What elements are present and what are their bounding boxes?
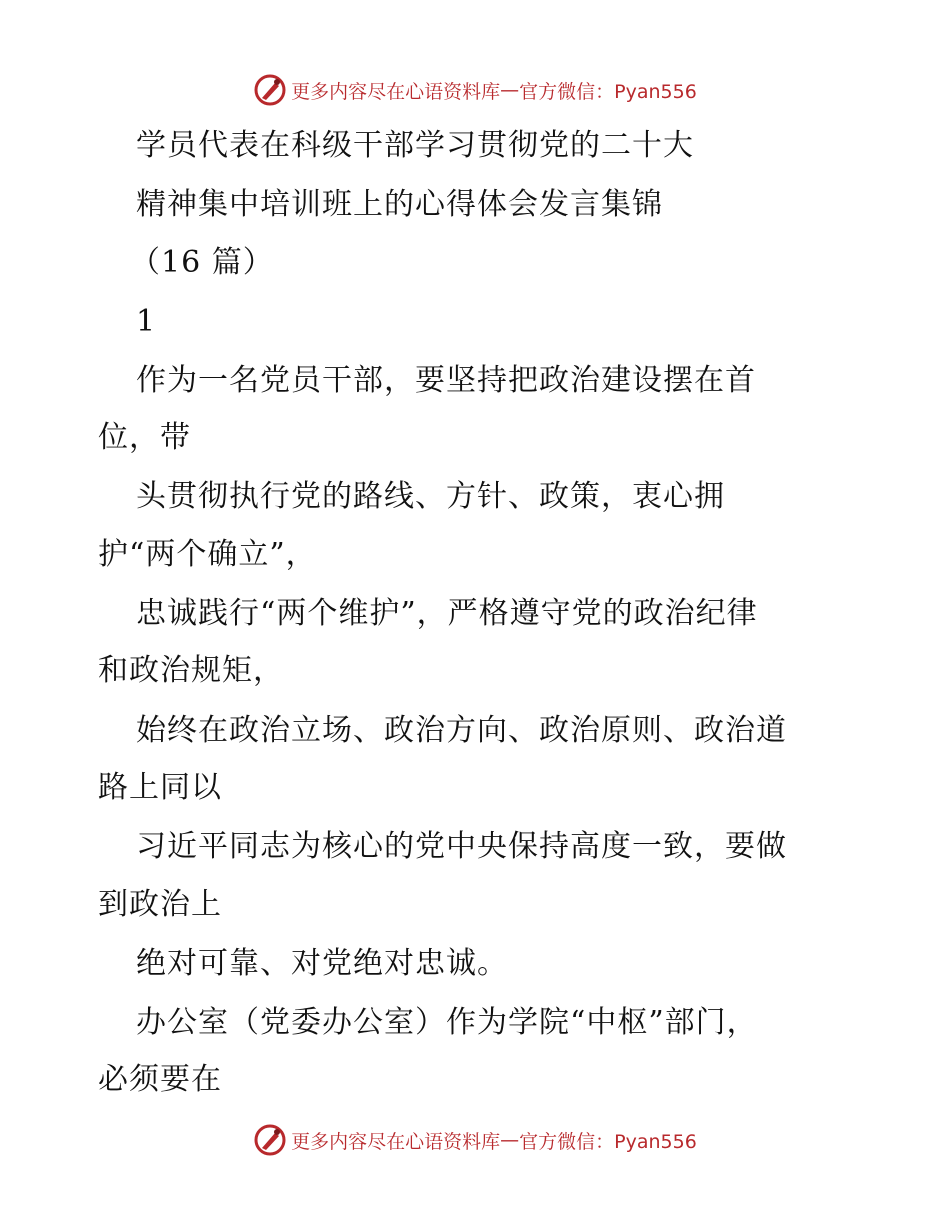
paragraph-line-10: 到政治上 [98, 887, 222, 922]
title-line-3: （16 篇） [130, 245, 274, 280]
banner-wechat-text: 官方微信：Pyan556 [519, 80, 697, 103]
banner-site-text: 更多内容尽在心语资料库 [291, 1130, 501, 1153]
paragraph-line-13: 必须要在 [98, 1062, 222, 1097]
paragraph-line-12: 办公室（党委办公室）作为学院“中枢”部门， [136, 1005, 758, 1040]
banner-dash: — [500, 1129, 520, 1151]
banner-wechat-text: 官方微信：Pyan556 [519, 1130, 697, 1153]
paragraph-line-1: 作为一名党员干部，要坚持把政治建设摆在首 [136, 363, 756, 398]
paragraph-line-9: 习近平同志为核心的党中央保持高度一致，要做 [136, 829, 787, 864]
paragraph-line-11: 绝对可靠、对党绝对忠诚。 [136, 946, 508, 981]
banner-dash: — [500, 79, 520, 101]
paragraph-line-7: 始终在政治立场、政治方向、政治原则、政治道 [136, 713, 787, 748]
paragraph-line-3: 头贯彻执行党的路线、方针、政策，衷心拥 [136, 479, 725, 514]
banner-site-text: 更多内容尽在心语资料库 [291, 80, 501, 103]
title-line-2: 精神集中培训班上的心得体会发言集锦 [136, 187, 663, 222]
paragraph-line-4: 护“两个确立”， [98, 537, 317, 572]
title-line-1: 学员代表在科级干部学习贯彻党的二十大 [136, 128, 694, 163]
section-number: 1 [136, 304, 157, 339]
paragraph-line-2: 位，带 [98, 420, 191, 455]
pen-logo-icon [253, 1123, 287, 1157]
footer-banner [0, 1120, 950, 1160]
paragraph-line-6: 和政治规矩， [98, 653, 284, 688]
paragraph-line-5: 忠诚践行“两个维护”，严格遵守党的政治纪律 [136, 596, 758, 631]
paragraph-line-8: 路上同以 [98, 770, 222, 805]
